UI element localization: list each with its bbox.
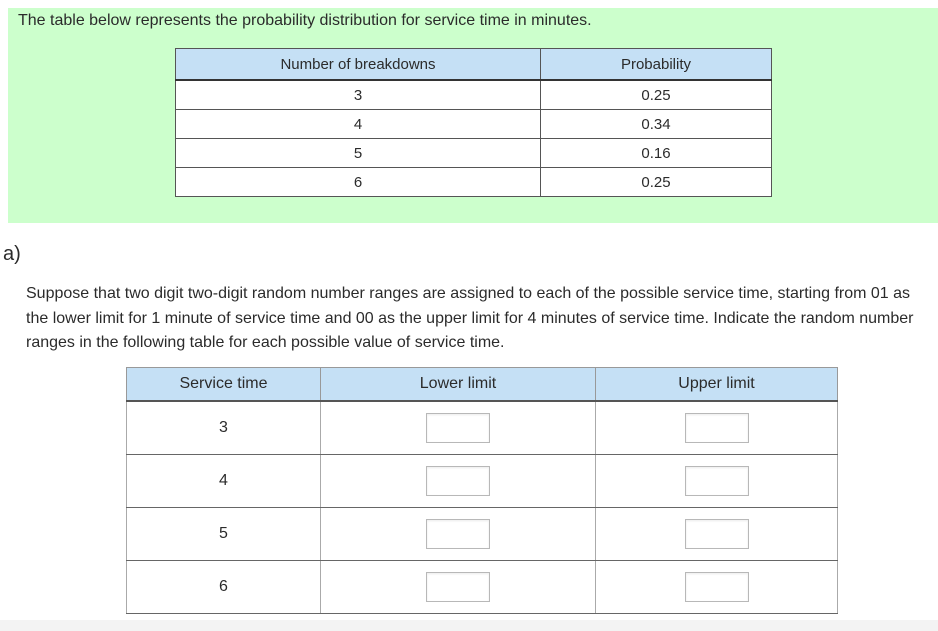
table-row [176,139,772,168]
table-row [127,401,838,455]
upper-limit-input[interactable] [685,572,749,602]
service-time-cell: 6 [127,561,321,614]
table-row [176,168,772,197]
probability-cell: 0.25 [541,80,772,110]
breakdowns-cell: 6 [176,168,541,197]
lower-limit-cell [321,401,596,455]
upper-limit-cell [596,455,838,508]
table-row [127,455,838,508]
breakdowns-cell: 4 [176,110,541,139]
probability-table [175,48,772,197]
random-number-range-table [126,367,838,614]
upper-limit-input[interactable] [685,466,749,496]
table-row [127,561,838,614]
table-row [127,508,838,561]
lower-limit-input[interactable] [426,413,490,443]
column-header-lower-limit: Lower limit [321,368,596,402]
service-time-cell: 5 [127,508,321,561]
probability-cell: 0.25 [541,168,772,197]
lower-limit-input[interactable] [426,572,490,602]
probability-cell: 0.34 [541,110,772,139]
lower-limit-input[interactable] [426,466,490,496]
lower-limit-cell [321,455,596,508]
lower-limit-cell [321,561,596,614]
part-label: a) [3,243,21,265]
table-row [176,80,772,110]
range-table-header-row [127,368,838,402]
column-header-upper-limit: Upper limit [596,368,838,402]
column-header-probability: Probability [541,49,772,81]
upper-limit-cell [596,561,838,614]
upper-limit-cell [596,401,838,455]
column-header-breakdowns: Number of breakdowns [176,49,541,81]
lower-limit-cell [321,508,596,561]
table-row [176,110,772,139]
question-text: Suppose that two digit two-digit random number ranges are assigned to each of the possible service time, starting from 01 as the lower limit for 1 minute of service time and 00 as the upper limit for 4 minutes of service time. Indicate the random number ranges in the following table for each possible value of service time. [26,285,914,351]
breakdowns-cell: 5 [176,139,541,168]
upper-limit-input[interactable] [685,413,749,443]
breakdowns-cell: 3 [176,80,541,110]
probability-cell: 0.16 [541,139,772,168]
lower-limit-input[interactable] [426,519,490,549]
bottom-edge [0,620,938,631]
upper-limit-cell [596,508,838,561]
column-header-service-time: Service time [127,368,321,402]
intro-text: The table below represents the probability distribution for service time in minutes. [18,12,592,29]
upper-limit-input[interactable] [685,519,749,549]
service-time-cell: 4 [127,455,321,508]
service-time-cell: 3 [127,401,321,455]
probability-table-header-row [176,49,772,81]
